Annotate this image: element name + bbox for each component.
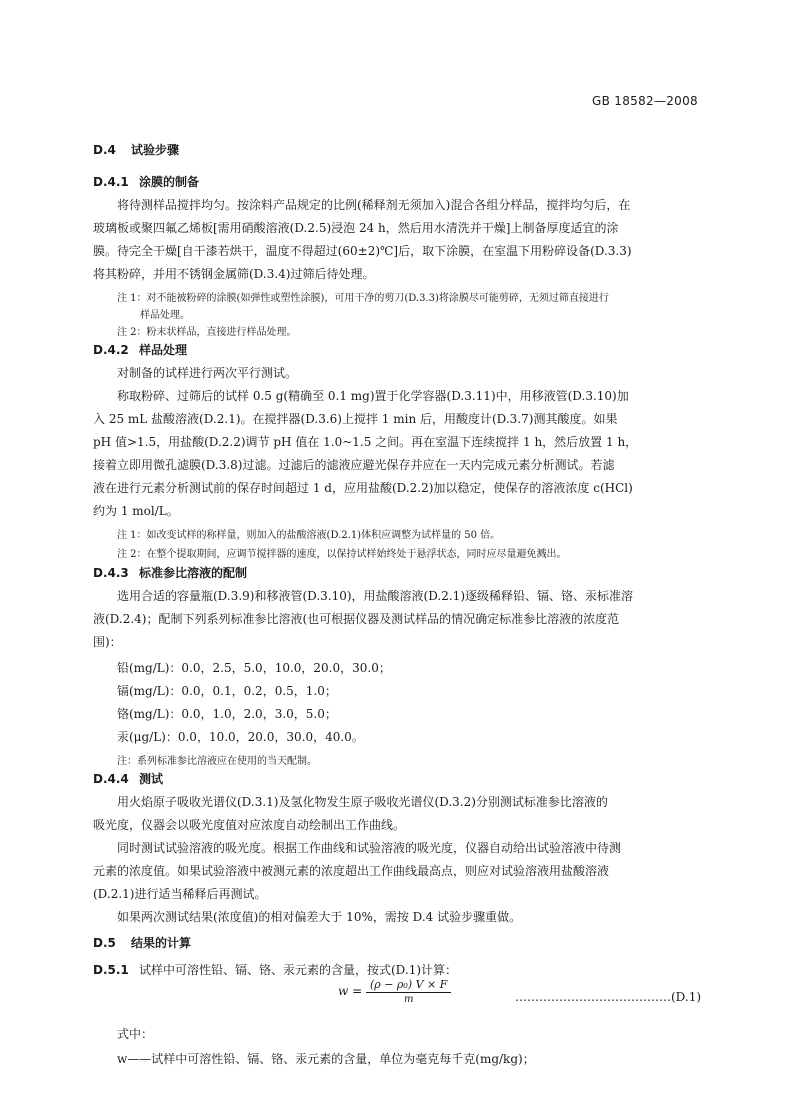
paragraph-line: 用火焰原子吸收光谱仪(D.3.1)及氢化物发生原子吸收光谱仪(D.3.2)分别测试标准参比溶液的	[117, 795, 608, 809]
formula-lhs: w =	[338, 984, 363, 998]
note-line: 注 2：粉末状样品，直接进行样品处理。	[117, 327, 297, 338]
paragraph-line: pH 值>1.5，用盐酸(D.2.2)调节 pH 值在 1.0~1.5 之间。再在室温下连续搅拌 1 h，然后放置 1 h，	[93, 435, 638, 449]
section-heading-d42	[93, 341, 187, 358]
note-line: 样品处理。	[140, 310, 190, 321]
section-number: D.4.2	[93, 343, 129, 357]
paragraph-line: 玻璃板或聚四氟乙烯板[需用硝酸溶液(D.2.5)浸泡 24 h，然后用水清洗并干燥]上制备厚度适宜的涂	[93, 221, 619, 235]
section-title: 测试	[139, 772, 164, 786]
section-number: D.5	[93, 936, 116, 950]
paragraph-line: 液在进行元素分析测试前的保存时间超过 1 d，应用盐酸(D.2.2)加以稳定，使保存的溶液浓度 c(HCl)	[93, 481, 633, 495]
section-title: 标准参比溶液的配制	[139, 566, 248, 580]
paragraph-line: 膜。待完全干燥[自干漆若烘干，温度不得超过(60±2)℃]后，取下涂膜，在室温下用粉碎设备(D.3.3)	[93, 244, 632, 258]
section-number: D.4	[93, 143, 116, 157]
formula-numerator: (ρ − ρ₀) V × F	[366, 978, 451, 993]
paragraph-line: 元素的浓度值。如果试验溶液中被测元素的浓度超出工作曲线最高点，则应对试验溶液用盐酸溶液	[93, 864, 610, 878]
formula-fraction	[366, 978, 451, 1005]
chromium-concentration-list: 铬(mg/L)：0.0，1.0，2.0，3.0，5.0；	[117, 707, 337, 721]
section-heading-d5	[93, 934, 191, 951]
section-title: 试验步骤	[131, 143, 180, 157]
note-line: 注 1：对不能被粉碎的涂膜(如弹性或塑性涂膜)，可用干净的剪刀(D.3.3)将涂膜尽可能剪碎，无须过筛直接进行	[117, 293, 609, 304]
paragraph-line: 吸光度，仪器会以吸光度值对应浓度自动绘制出工作曲线。	[93, 818, 406, 832]
note-line: 注：系列标准参比溶液应在使用的当天配制。	[117, 756, 317, 767]
paragraph-line: 同时测试试验溶液的吸光度。根据工作曲线和试验溶液的吸光度，仪器自动给出试验溶液中待测	[117, 841, 622, 855]
paragraph-line: 围)：	[93, 635, 122, 649]
paragraph-line: 称取粉碎、过筛后的试样 0.5 g(精确至 0.1 mg)置于化学容器(D.3.11)中，用移液管(D.3.10)加	[117, 389, 629, 403]
section-number: D.4.1	[93, 175, 129, 189]
standard-code: GB 18582—2008	[592, 94, 698, 108]
section-title: 样品处理	[139, 343, 188, 357]
section-heading-d44	[93, 770, 163, 787]
lead-concentration-list: 铅(mg/L)：0.0，2.5，5.0，10.0，20.0，30.0；	[117, 661, 391, 675]
note-line: 注 1：如改变试样的称样量，则加入的盐酸溶液(D.2.1)体积应调整为试样量的 50 倍。	[117, 530, 501, 541]
section-heading-d4	[93, 141, 179, 158]
cadmium-concentration-list: 镉(mg/L)：0.0，0.1，0.2，0.5，1.0；	[117, 684, 337, 698]
section-text: 试样中可溶性铅、镉、铬、汞元素的含量，按式(D.1)计算：	[139, 963, 458, 977]
paragraph-line: 液(D.2.4)；配制下列系列标准参比溶液(也可根据仪器及测试样品的情况确定标准参比溶液的浓度范	[93, 612, 620, 626]
note-line: 注 2：在整个提取期间，应调节搅拌器的速度，以保持试样始终处于悬浮状态，同时应尽量避免溅出。	[117, 549, 567, 560]
where-label: 式中：	[117, 1027, 154, 1041]
section-title: 涂膜的制备	[139, 175, 200, 189]
section-number: D.5.1	[93, 963, 129, 977]
paragraph-line: 选用合适的容量瓶(D.3.9)和移液管(D.3.10)，用盐酸溶液(D.2.1)逐级稀释铅、镉、铬、汞标准溶	[117, 589, 634, 603]
paragraph-line: 将待测样品搅拌均匀。按涂料产品规定的比例(稀释剂无须加入)混合各组分样品，搅拌均匀后，在	[117, 198, 631, 212]
equation-number: …………………………………(D.1)	[515, 990, 702, 1004]
variable-definition-w: w——试样中可溶性铅、镉、铬、汞元素的含量，单位为毫克每千克(mg/kg)；	[117, 1052, 535, 1066]
paragraph-line: (D.2.1)进行适当稀释后再测试。	[93, 887, 267, 901]
formula-d1	[338, 978, 458, 1005]
section-heading-d41	[93, 173, 199, 190]
paragraph-line: 对制备的试样进行两次平行测试。	[117, 366, 298, 380]
paragraph-line: 将其粉碎，并用不锈钢金属筛(D.3.4)过筛后待处理。	[93, 267, 375, 281]
section-heading-d43	[93, 564, 247, 581]
paragraph-line: 入 25 mL 盐酸溶液(D.2.1)。在搅拌器(D.3.6)上搅拌 1 min 后，用酸度计(D.3.7)测其酸度。如果	[93, 412, 618, 426]
mercury-concentration-list: 汞(μg/L)：0.0，10.0，20.0，30.0，40.0。	[117, 730, 364, 744]
section-number: D.4.4	[93, 772, 129, 786]
section-title: 结果的计算	[131, 936, 192, 950]
section-number: D.4.3	[93, 566, 129, 580]
paragraph-line: 约为 1 mol/L。	[93, 504, 179, 518]
section-d51-line	[93, 961, 457, 978]
formula-denominator: m	[403, 994, 414, 1005]
paragraph-line: 接着立即用微孔滤膜(D.3.8)过滤。过滤后的滤液应避光保存并应在一天内完成元素分析测试。若滤	[93, 458, 615, 472]
paragraph-line: 如果两次测试结果(浓度值)的相对偏差大于 10%，需按 D.4 试验步骤重做。	[117, 910, 522, 924]
